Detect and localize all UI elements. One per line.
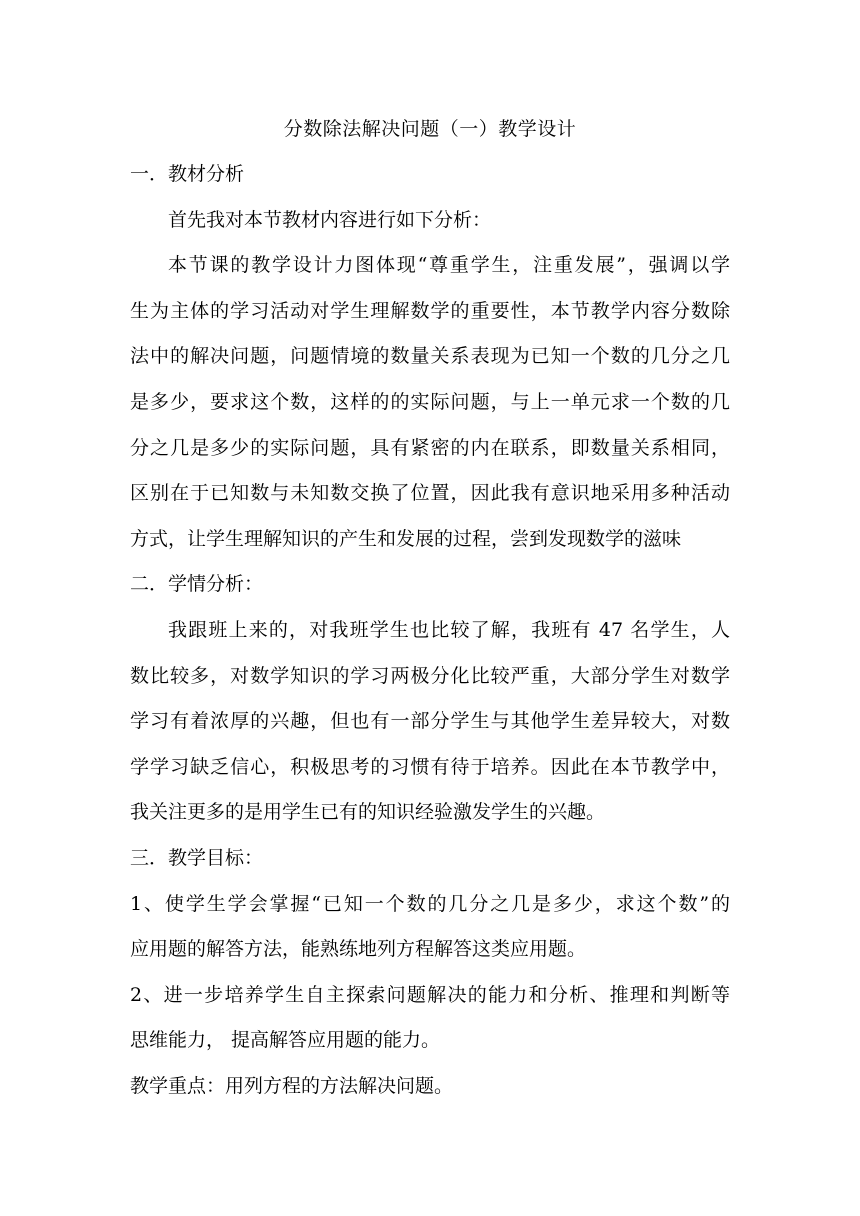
paragraph-line: 学习有着浓厚的兴趣，但也有一部分学生与其他学生差异较大，对数 [130, 710, 730, 733]
paragraph-line: 本节课的教学设计力图体现“尊重学生，注重发展”，强调以学 [168, 254, 730, 277]
paragraph-line: 首先我对本节教材内容进行如下分析： [168, 208, 492, 231]
goal-item-line: 2、进一步培养学生自主探索问题解决的能力和分析、推理和判断等 [130, 983, 730, 1006]
paragraph-line: 法中的解决问题，问题情境的数量关系表现为已知一个数的几分之几 [130, 345, 730, 368]
paragraph-line: 区别在于已知数与未知数交换了位置，因此我有意识地采用多种活动 [130, 482, 730, 505]
goal-item-line: 1、使学生学会掌握“已知一个数的几分之几是多少，求这个数”的 [130, 892, 730, 915]
paragraph-line: 分之几是多少的实际问题，具有紧密的内在联系，即数量关系相同， [130, 436, 730, 459]
section-heading-student-analysis: 二．学情分析： [130, 573, 264, 596]
paragraph-line: 学学习缺乏信心，积极思考的习惯有待于培养。因此在本节教学中， [130, 755, 730, 778]
section-heading-textbook-analysis: 一．教材分析 [130, 163, 245, 185]
document-title: 分数除法解决问题（一）教学设计 [283, 118, 577, 140]
paragraph-line: 是多少，要求这个数，这样的的实际问题，与上一单元求一个数的几 [130, 390, 730, 413]
section-heading-teaching-goals: 三．教学目标： [130, 846, 264, 869]
paragraph-line: 方式，让学生理解知识的产生和发展的过程，尝到发现数学的滋味 [130, 527, 682, 550]
paragraph-line: 数比较多，对数学知识的学习两极分化比较严重，大部分学生对数学 [130, 664, 730, 687]
goal-item-line: 应用题的解答方法，能熟练地列方程解答这类应用题。 [130, 938, 587, 961]
paragraph-line: 我关注更多的是用学生已有的知识经验激发学生的兴趣。 [130, 801, 606, 824]
paragraph-line: 生为主体的学习活动对学生理解数学的重要性，本节教学内容分数除 [130, 299, 730, 322]
goal-item-line: 思维能力， 提高解答应用题的能力。 [130, 1029, 441, 1052]
paragraph-line: 我跟班上来的，对我班学生也比较了解，我班有 47 名学生，人 [168, 618, 730, 641]
teaching-focus-line: 教学重点：用列方程的方法解决问题。 [130, 1074, 454, 1097]
document-page [130, 110, 730, 1109]
